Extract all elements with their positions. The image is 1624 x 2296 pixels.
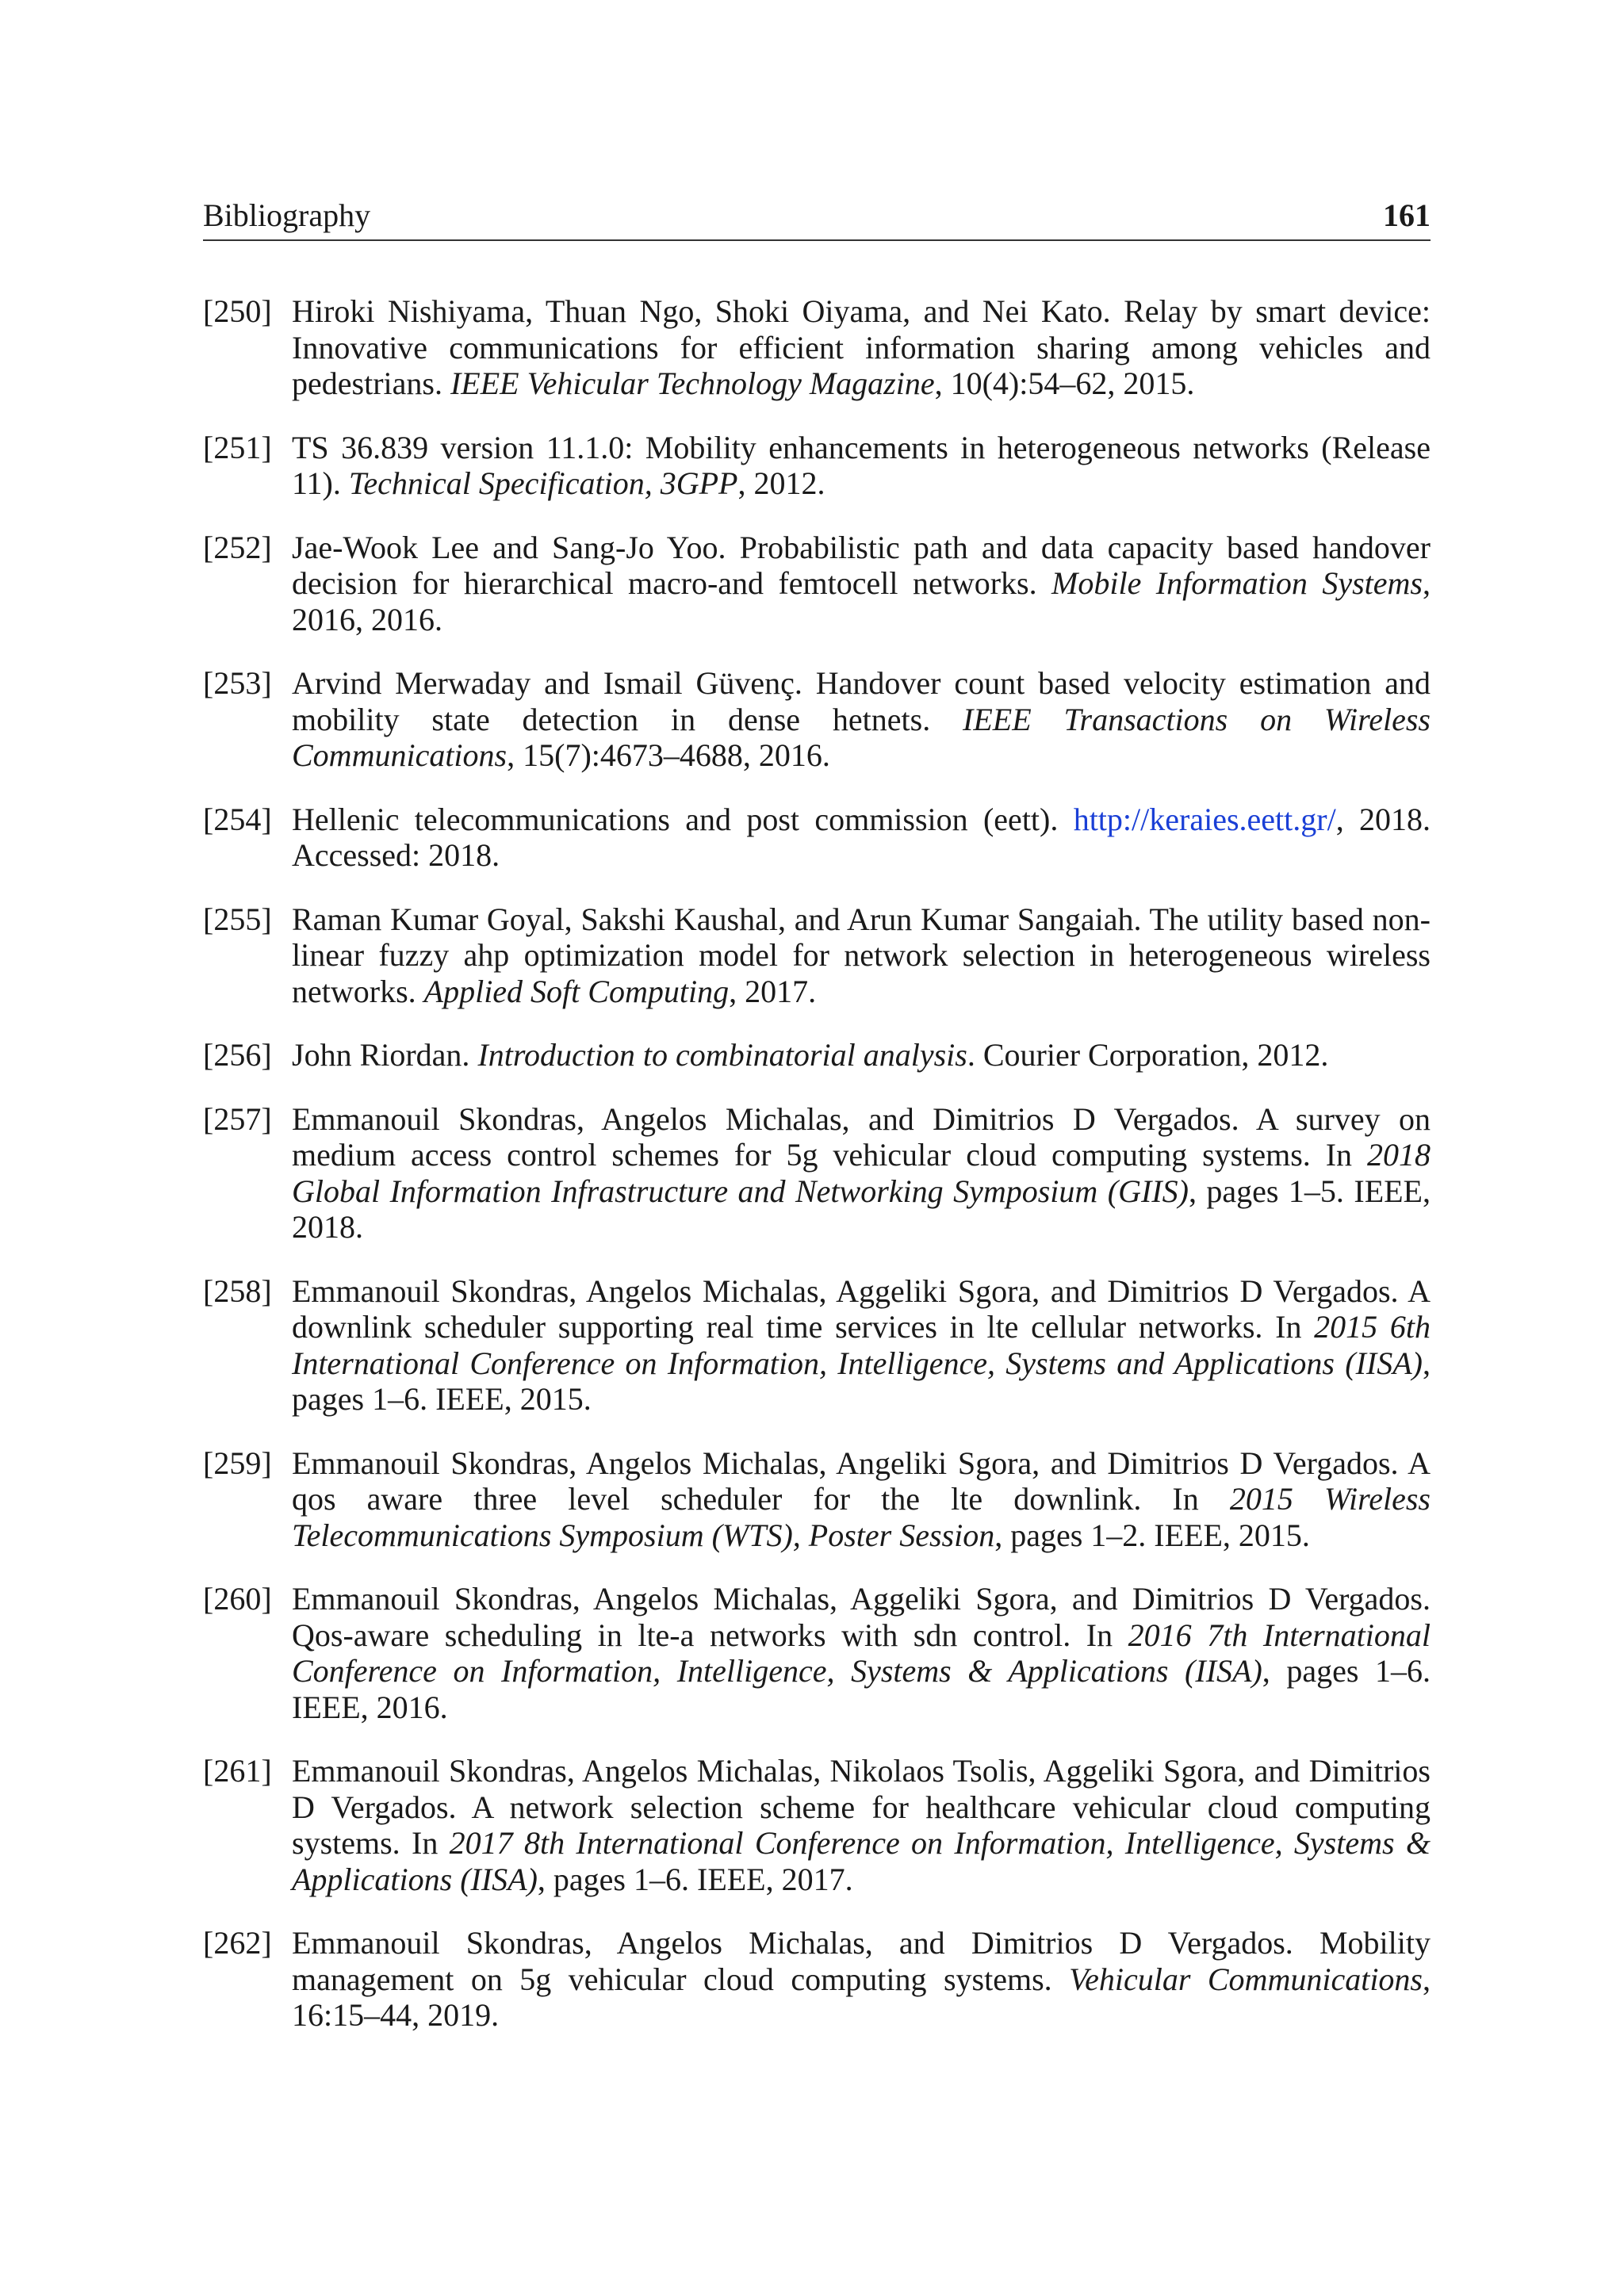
reference-text: Emmanouil Skondras, Angelos Michalas, Aggeliki Sgora, and Dimitrios D Vergados. Qos-aware scheduling in lte-a networks with sdn control. In (292, 1581, 1431, 1653)
reference-item (203, 1581, 1431, 1725)
reference-details: . Courier Corporation, 2012. (967, 1037, 1329, 1073)
reference-details: , pages 1–6. IEEE, 2016. (292, 1653, 1431, 1725)
reference-list (203, 293, 1431, 2034)
reference-number: [252] (203, 529, 272, 565)
reference-text: Hiroki Nishiyama, Thuan Ngo, Shoki Oiyama, and Nei Kato. Relay by smart device: Innovative communications for efficient information sharing among vehicles and pedestrians. (292, 293, 1431, 401)
reference-venue: 2015 Wireless Telecommunications Symposium (WTS), Poster Session (292, 1481, 1431, 1553)
reference-item (203, 530, 1431, 638)
reference-details: , pages 1–6. IEEE, 2017. (537, 1861, 853, 1897)
reference-details: , 15(7):4673–4688, 2016. (507, 737, 830, 773)
reference-item (203, 1037, 1431, 1073)
reference-text: TS 36.839 version 11.1.0: Mobility enhancements in heterogeneous networks (Release 11). (292, 429, 1431, 501)
running-header (203, 197, 1431, 241)
reference-details: , 2012. (737, 465, 825, 501)
reference-item (203, 1925, 1431, 2034)
reference-venue: Mobile Information Systems (1051, 565, 1423, 601)
document-page (203, 197, 1431, 2061)
reference-text: Emmanouil Skondras, Angelos Michalas, Aggeliki Sgora, and Dimitrios D Vergados. A downlink scheduler supporting real time services in lte cellular networks. In (292, 1272, 1431, 1345)
reference-details: , 2017. (729, 973, 817, 1009)
reference-text: Jae-Wook Lee and Sang-Jo Yoo. Probabilistic path and data capacity based handover decision for hierarchical macro-and femtocell networks. (292, 529, 1431, 601)
reference-venue: IEEE Transactions on Wireless Communications (292, 701, 1431, 773)
reference-number: [258] (203, 1272, 272, 1309)
reference-number: [261] (203, 1753, 272, 1789)
reference-item (203, 293, 1431, 402)
reference-number: [251] (203, 429, 272, 465)
reference-venue: 2015 6th International Conference on Information, Intelligence, Systems and Applications (IISA) (292, 1309, 1431, 1381)
reference-number: [254] (203, 801, 272, 837)
reference-venue: 2018 Global Information Infrastructure and Networking Symposium (GIIS) (292, 1137, 1431, 1209)
reference-details: , pages 1–2. IEEE, 2015. (994, 1517, 1310, 1553)
header-title: Bibliography (203, 197, 371, 233)
reference-details: , 16:15–44, 2019. (292, 1961, 1431, 2033)
reference-details: , 2016, 2016. (292, 565, 1431, 637)
reference-text: Raman Kumar Goyal, Sakshi Kaushal, and Arun Kumar Sangaiah. The utility based non-linear fuzzy ahp optimization model for network selection in heterogeneous wireless networks. (292, 901, 1431, 1009)
reference-number: [256] (203, 1037, 272, 1073)
reference-item (203, 1273, 1431, 1418)
reference-text: John Riordan. (292, 1037, 478, 1073)
reference-venue: Technical Specification, 3GPP (348, 465, 738, 501)
reference-number: [253] (203, 665, 272, 701)
reference-venue: Applied Soft Computing (423, 973, 730, 1009)
reference-venue: IEEE Vehicular Technology Magazine (450, 365, 935, 401)
reference-venue: Vehicular Communications (1069, 1961, 1423, 1997)
reference-item (203, 901, 1431, 1010)
reference-item (203, 1753, 1431, 1897)
reference-number: [262] (203, 1925, 272, 1961)
reference-link[interactable]: http://keraies.eett.gr/ (1073, 801, 1336, 837)
reference-details: , 10(4):54–62, 2015. (934, 365, 1195, 401)
reference-text: Emmanouil Skondras, Angelos Michalas, and Dimitrios D Vergados. A survey on medium access control schemes for 5g vehicular cloud computing systems. In (292, 1100, 1431, 1173)
reference-number: [259] (203, 1445, 272, 1481)
reference-text: Emmanouil Skondras, Angelos Michalas, and Dimitrios D Vergados. Mobility management on 5g vehicular cloud computing systems. (292, 1925, 1431, 1997)
reference-details: , pages 1–5. IEEE, 2018. (292, 1173, 1431, 1245)
reference-text: Emmanouil Skondras, Angelos Michalas, Angeliki Sgora, and Dimitrios D Vergados. A qos aware three level scheduler for the lte downlink. In (292, 1445, 1431, 1517)
reference-number: [257] (203, 1100, 272, 1137)
reference-item (203, 1445, 1431, 1554)
reference-venue: 2016 7th International Conference on Information, Intelligence, Systems & Applications (IISA) (292, 1617, 1431, 1689)
reference-details: , pages 1–6. IEEE, 2015. (292, 1345, 1431, 1417)
reference-item (203, 802, 1431, 874)
reference-number: [255] (203, 901, 272, 937)
reference-venue: Introduction to combinatorial analysis (477, 1037, 967, 1073)
reference-text: Arvind Merwaday and Ismail Güvenç. Handover count based velocity estimation and mobility state detection in dense hetnets. (292, 665, 1431, 737)
reference-text: Emmanouil Skondras, Angelos Michalas, Nikolaos Tsolis, Aggeliki Sgora, and Dimitrios D Vergados. A network selection scheme for healthcare vehicular cloud computing systems. In (292, 1753, 1431, 1861)
page-number: 161 (1383, 197, 1431, 233)
reference-item (203, 665, 1431, 774)
reference-item (203, 430, 1431, 502)
reference-item (203, 1101, 1431, 1246)
reference-number: [260] (203, 1581, 272, 1617)
reference-number: [250] (203, 293, 272, 329)
reference-venue: 2017 8th International Conference on Information, Intelligence, Systems & Applications (IISA) (292, 1825, 1431, 1897)
reference-details: , 2018. Accessed: 2018. (292, 801, 1431, 873)
reference-text: Hellenic telecommunications and post commission (eett). (292, 801, 1074, 837)
